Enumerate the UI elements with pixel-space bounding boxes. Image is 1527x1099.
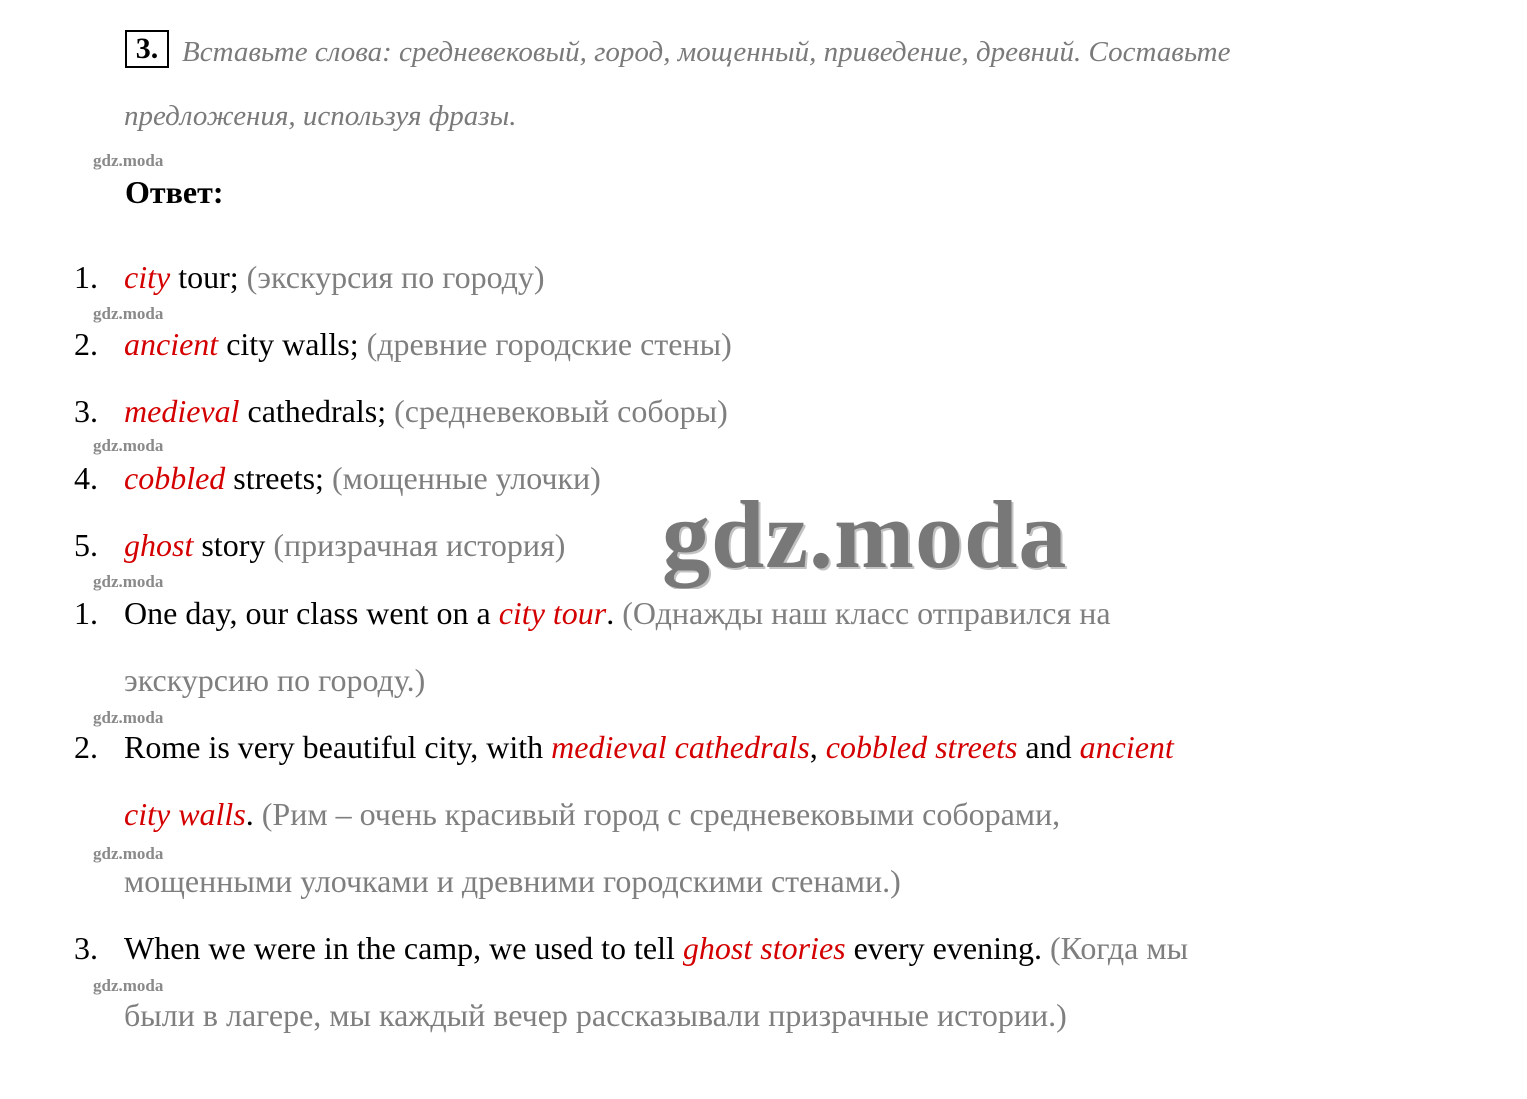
phrase-item: city tour; (экскурсия по городу) <box>124 259 545 295</box>
phrase-number: 3. <box>74 393 98 429</box>
task-instruction-line-1: Вставьте слова: средневековый, город, мощенный, приведение, древний. Составьте <box>182 36 1231 68</box>
watermark-large: gdz.moda <box>662 481 1068 588</box>
watermark-small: gdz.moda <box>93 708 164 727</box>
sentence-number: 2. <box>74 729 98 765</box>
phrase-number: 1. <box>74 259 98 295</box>
sentence-translation-line: мощенными улочками и древними городскими стенами.) <box>124 863 901 899</box>
watermark-small: gdz.moda <box>93 151 164 170</box>
watermark-small: gdz.moda <box>93 436 164 455</box>
sentence-line: When we were in the camp, we used to tell ghost stories every evening. (Когда мы <box>124 930 1189 966</box>
phrase-item: medieval cathedrals; (средневековый соборы) <box>124 393 728 429</box>
watermark-small: gdz.moda <box>93 976 164 995</box>
sentence-translation-line: экскурсию по городу.) <box>124 662 426 698</box>
sentence-line: One day, our class went on a city tour. (Однажды наш класс отправился на <box>124 595 1111 631</box>
task-instruction-line-2: предложения, используя фразы. <box>124 100 517 132</box>
phrase-number: 2. <box>74 326 98 362</box>
sentence-number: 3. <box>74 930 98 966</box>
watermark-small: gdz.moda <box>93 844 164 863</box>
watermark-small: gdz.moda <box>93 572 164 591</box>
phrase-number: 4. <box>74 460 98 496</box>
phrase-number: 5. <box>74 527 98 563</box>
task-number-box: 3. <box>125 30 169 68</box>
phrase-item: ancient city walls; (древние городские стены) <box>124 326 732 362</box>
sentence-line: city walls. (Рим – очень красивый город с средневековыми соборами, <box>124 796 1061 832</box>
answer-label: Ответ: <box>125 174 224 210</box>
phrase-item: cobbled streets; (мощенные улочки) <box>124 460 601 496</box>
sentence-line: Rome is very beautiful city, with medieval cathedrals, cobbled streets and ancient <box>124 729 1174 765</box>
sentence-number: 1. <box>74 595 98 631</box>
watermark-small: gdz.moda <box>93 304 164 323</box>
phrase-item: ghost story (призрачная история) <box>124 527 566 563</box>
sentence-translation-line: были в лагере, мы каждый вечер рассказывали призрачные истории.) <box>124 997 1067 1033</box>
